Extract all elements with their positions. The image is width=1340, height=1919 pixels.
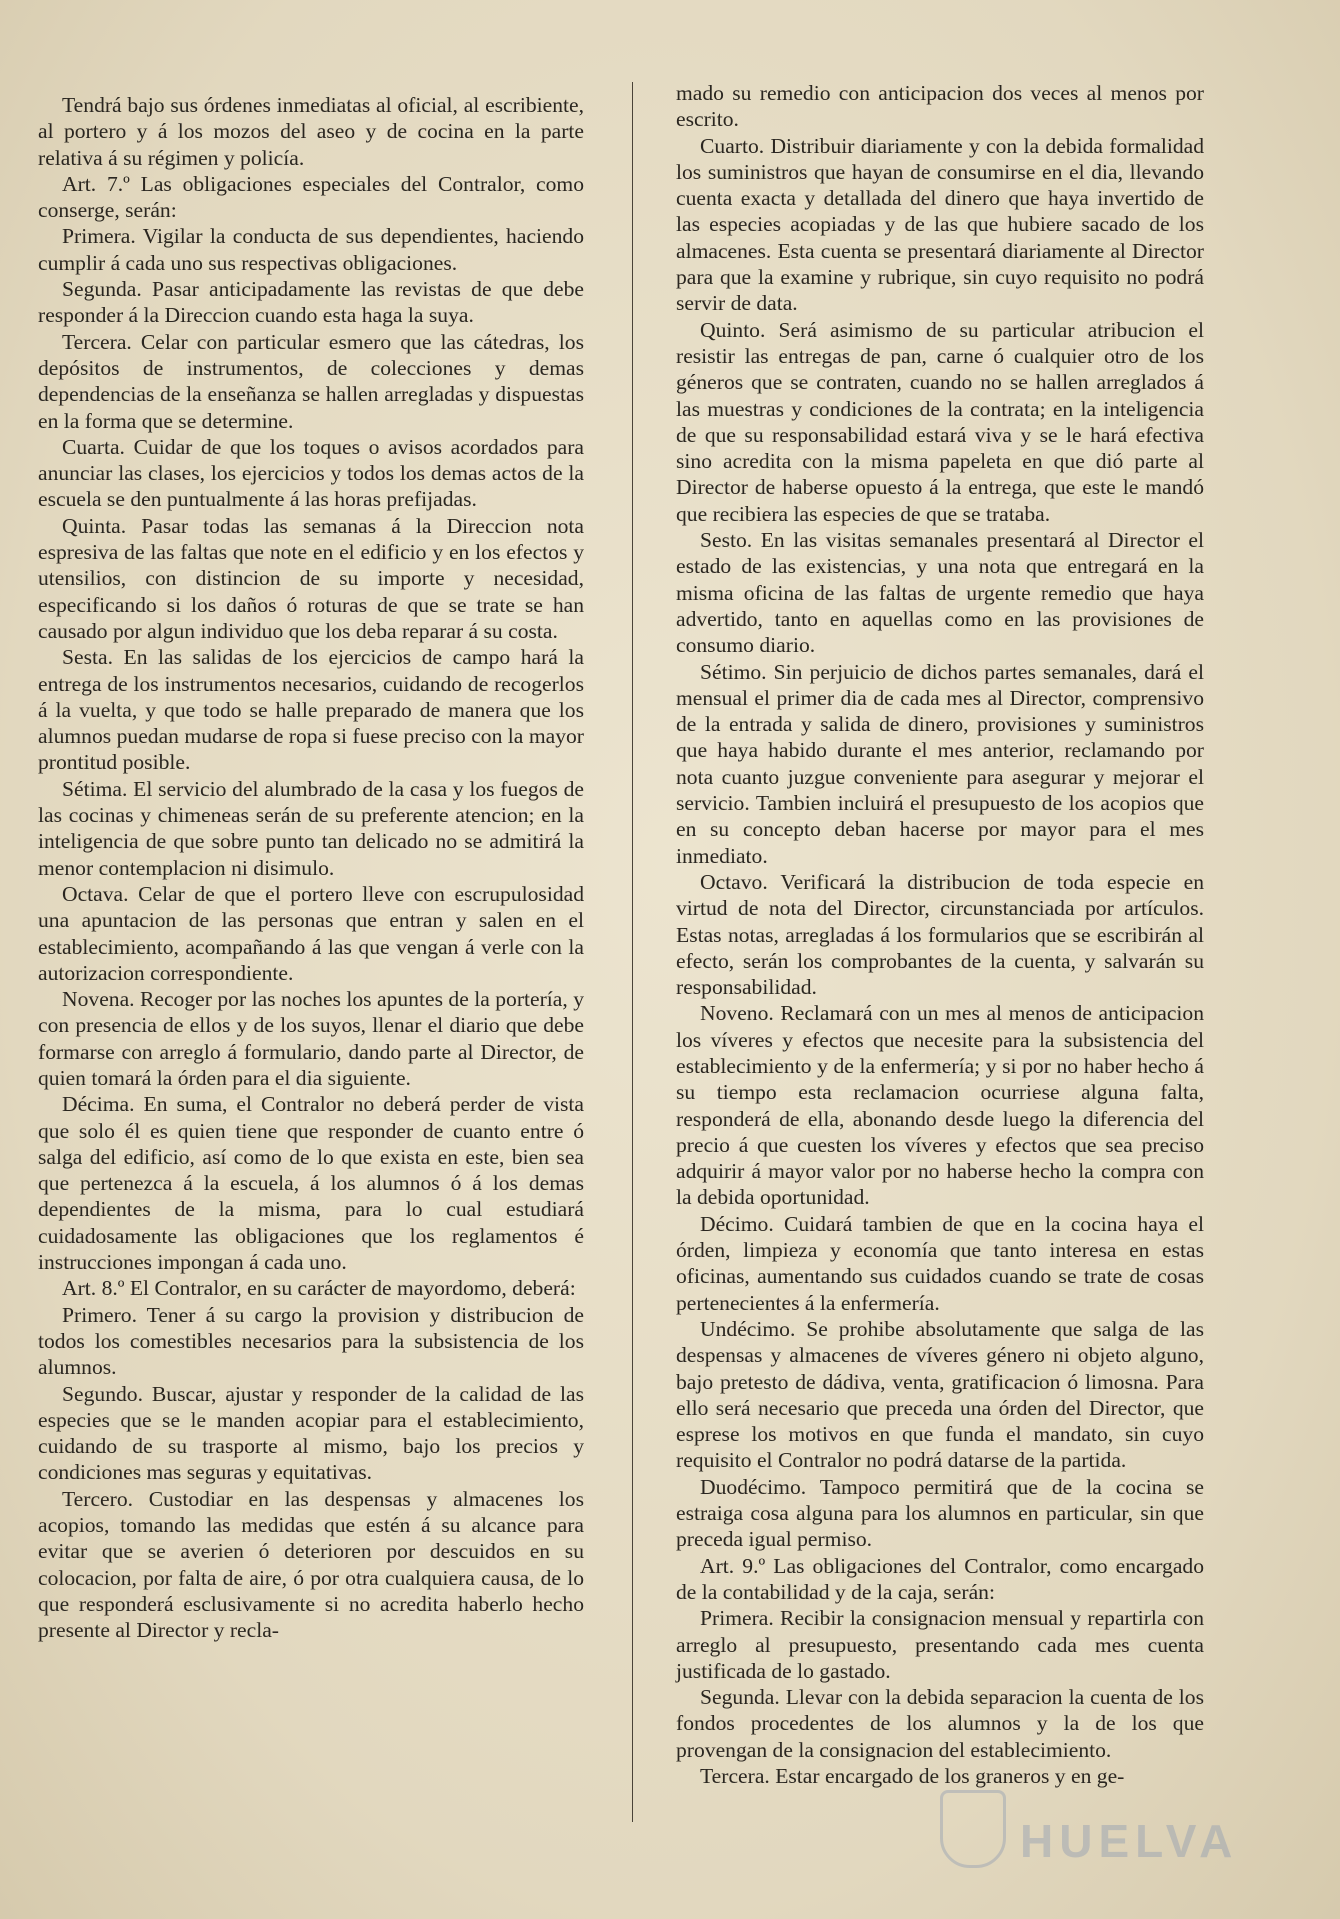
column-divider	[632, 82, 633, 1822]
paragraph: Primera. Vigilar la conducta de sus dependientes, haciendo cumplir á cada uno sus respectivas obligaciones.	[38, 224, 584, 275]
paragraph: Octava. Celar de que el portero lleve con escrupulosidad una apuntacion de las personas que entran y salen en el establecimiento, acompañando á las que vengan á verle con la autorizacion correspondiente.	[38, 881, 584, 985]
paragraph: Décima. En suma, el Contralor no deberá perder de vista que solo él es quien tiene que responder de cuanto entre ó salga del edificio, así como de lo que exista en este, bien sea que pertenezca á la escuela, á los alumnos ó á los demas dependientes de la misma, para lo cual estudiará cuidadosamente las obligaciones que los reglamentos é instrucciones impongan á cada uno.	[38, 1092, 584, 1275]
paragraph: Duodécimo. Tampoco permitirá que de la cocina se estraiga cosa alguna para los alumnos en particular, sin que preceda igual permiso.	[676, 1474, 1204, 1552]
paragraph: Segundo. Buscar, ajustar y responder de la calidad de las especies que se le manden acopiar para el establecimiento, cuidando de su trasporte al mismo, bajo los precios y condiciones mas seguras y equitativas.	[38, 1381, 584, 1485]
paragraph: Segunda. Llevar con la debida separacion la cuenta de los fondos procedentes de los alumnos y la de los que provengan de la consignacion del establecimiento.	[676, 1685, 1204, 1762]
archive-watermark	[940, 1790, 1260, 1880]
paragraph: Décimo. Cuidará tambien de que en la cocina haya el órden, limpieza y economía que tanto interesa en estas oficinas, aumentando sus cuidados cuando se trate de cosas pertenecientes á la enfermería.	[676, 1211, 1204, 1315]
left-column	[38, 92, 584, 1644]
paragraph: Sesto. En las visitas semanales presentará al Director el estado de las existencias, y una nota que entregará en la misma oficina de las faltas de urgente remedio que haya advertido, tanto en aquellas como en las provisiones de consumo diario.	[676, 528, 1204, 658]
paragraph: Cuarto. Distribuir diariamente y con la debida formalidad los suministros que hayan de consumirse en el dia, llevando cuenta exacta y detallada del dinero que haya invertido de las especies acopiadas y de las que hubiere sacado de los almacenes. Esta cuenta se presentará diariamente al Director para que la examine y rubrique, sin cuyo requisito no podrá servir de data.	[676, 133, 1204, 316]
paragraph: Sesta. En las salidas de los ejercicios de campo hará la entrega de los instrumentos necesarios, cuidando de recogerlos á la vuelta, y que todo se halle preparado de manera que los alumnos puedan mudarse de ropa si fuese preciso con la mayor prontitud posible.	[38, 645, 584, 775]
paragraph: Undécimo. Se prohibe absolutamente que salga de las despensas y almacenes de víveres género ni objeto alguno, bajo pretesto de dádiva, venta, gratificacion ó limosna. Para ello será necesario que preceda una órden del Director, que esprese los motivos en que funda el mandato, sin cuyo requisito el Contralor no podrá datarse de la partida.	[676, 1316, 1204, 1473]
paragraph: Art. 8.º El Contralor, en su carácter de mayordomo, deberá:	[62, 1276, 576, 1301]
paragraph: Quinto. Será asimismo de su particular atribucion el resistir las entregas de pan, carne ó cualquier otro de los géneros que se contraten, cuando no se hallen arreglados á las muestras y condiciones de la contrata; en la inteligencia de que su responsabilidad estará viva y se le hará efectiva sino acredita con la misma papeleta en que dió parte al Director de haberse opuesto á la entrega, que este le mandó que recibiera las especies de que se trataba.	[676, 317, 1204, 526]
paragraph: Tendrá bajo sus órdenes inmediatas al oficial, al escribiente, al portero y á los mozos del aseo y de cocina en la parte relativa á su régimen y policía.	[38, 93, 584, 170]
paragraph: Primero. Tener á su cargo la provision y distribucion de todos los comestibles necesarios para la subsistencia de los alumnos.	[38, 1302, 584, 1380]
paragraph: Octavo. Verificará la distribucion de toda especie en virtud de nota del Director, circunstanciada por artículos. Estas notas, arregladas á los formularios que se escribirán al efecto, serán los comprobantes de la cuenta, y salvarán su responsabilidad.	[676, 869, 1204, 1000]
paragraph: Primera. Recibir la consignacion mensual y repartirla con arreglo al presupuesto, presentando cada mes cuenta justificada de lo gastado.	[676, 1606, 1204, 1683]
paragraph: Novena. Recoger por las noches los apuntes de la portería, y con presencia de ellos y de los suyos, llenar el diario que debe formarse con arreglo á formulario, dando parte al Director, de quien tomará la órden para el dia siguiente.	[38, 987, 584, 1090]
paragraph: Segunda. Pasar anticipadamente las revistas de que debe responder á la Direccion cuando esta haga la suya.	[38, 277, 584, 328]
paragraph: Quinta. Pasar todas las semanas á la Direccion nota espresiva de las faltas que note en el edificio y en los efectos y utensilios, con distincion de su importe y necesidad, especificando si los daños ó roturas de que se trate se han causado por algun individuo que los deba reparar á su costa.	[38, 513, 584, 643]
paragraph: Sétima. El servicio del alumbrado de la casa y los fuegos de las cocinas y chimeneas serán de su preferente atencion; en la inteligencia de que sobre punto tan delicado no se admitirá la menor contemplacion ni disimulo.	[38, 776, 584, 880]
paragraph: Tercero. Custodiar en las despensas y almacenes los acopios, tomando las medidas que estén á su alcance para evitar que se averien ó deterioren por descuidos en su colocacion, por falta de aire, ó por otra cualquiera causa, de lo que responderá esclusivamente si no acredita haberlo hecho presente al Director y recla-	[38, 1486, 584, 1643]
paragraph: Sétimo. Sin perjuicio de dichos partes semanales, dará el mensual el primer dia de cada mes al Director, comprensivo de la entrada y salida de dinero, provisiones y suministros que haya habido durante el mes anterior, reclamando por nota cuanto juzgue conveniente para asegurar y mejorar el servicio. Tambien incluirá el presupuesto de los acopios que en su concepto deban hacerse por mayor para el mes inmediato.	[676, 659, 1204, 868]
paragraph: Tercera. Celar con particular esmero que las cátedras, los depósitos de instrumentos, de colecciones y demas dependencias de la enseñanza se hallen arregladas y dispuestas en la forma que se determine.	[38, 329, 584, 433]
watermark-name: HUELVA	[1020, 1815, 1239, 1867]
paragraph: Noveno. Reclamará con un mes al menos de anticipacion los víveres y efectos que necesite para la subsistencia del establecimiento y de la enfermería; y si por no haber hecho á su tiempo esta reclamacion ocurriese alguna falta, responderá de ella, abonando desde luego la diferencia del precio á que cuesten los víveres y efectos que sea preciso adquirir á mayor valor por no haberse hecho la compra con la debida oportunidad.	[676, 1001, 1204, 1210]
paragraph: Art. 9.º Las obligaciones del Contralor, como encargado de la contabilidad y de la caja, serán:	[676, 1553, 1204, 1604]
paragraph: Art. 7.º Las obligaciones especiales del Contralor, como conserge, serán:	[38, 171, 584, 223]
paragraph: Cuarta. Cuidar de que los toques o avisos acordados para anunciar las clases, los ejercicios y todos los demas actos de la escuela se den puntualmente á las horas prefijadas.	[38, 434, 584, 512]
right-column	[676, 80, 1204, 1789]
paragraph: Tercera. Estar encargado de los graneros y en ge-	[700, 1764, 1125, 1788]
crest-icon	[940, 1790, 1006, 1868]
paragraph: mado su remedio con anticipacion dos veces al menos por escrito.	[676, 81, 1204, 132]
